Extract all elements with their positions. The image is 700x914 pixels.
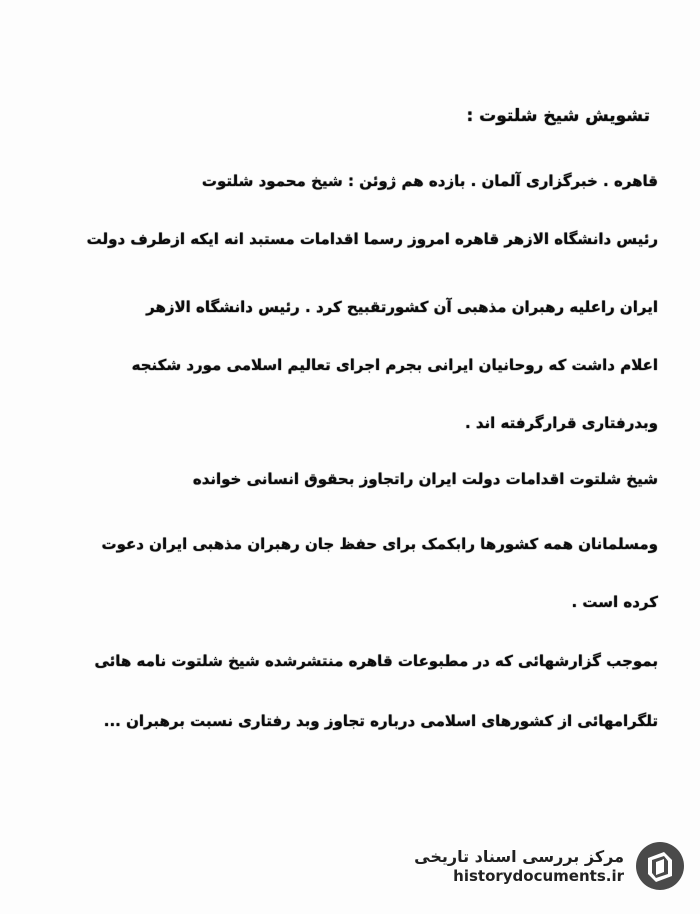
archive-watermark — [414, 836, 686, 896]
document-line-10: تلگرامهائی از کشورهای اسلامی درباره تجاوز وبد رفتاری نسبت برهبران ... — [103, 712, 658, 730]
document-line-1: قاهره . خبرگزاری آلمان . بازده هم ژوئن : شیخ محمود شلتوت — [201, 172, 658, 190]
watermark-url: historydocuments.ir — [453, 866, 624, 885]
watermark-text — [414, 847, 624, 886]
document-line-2: رئیس دانشگاه الازهر قاهره امروز رسما اقدامات مستبد انه ایکه ازطرف دولت — [86, 230, 658, 248]
document-line-6: شیخ شلتوت اقدامات دولت ایران راتجاوز بحقوق انسانی خوانده — [192, 470, 658, 488]
document-line-8: کرده است . — [571, 593, 658, 611]
watermark-title: مرکز بررسی اسناد تاریخی — [414, 846, 624, 866]
document-line-9: بموجب گزارشهائی که در مطبوعات قاهره منتشرشده شیخ شلتوت نامه هائی — [94, 652, 658, 670]
document-line-3: ایران راعلیه رهبران مذهبی آن کشورتقبیح کرد . رئیس دانشگاه الازهر — [146, 298, 658, 316]
document-line-5: وبدرفتاری قرارگرفته اند . — [464, 414, 658, 432]
document-line-4: اعلام داشت که روحانیان ایرانی بجرم اجرای تعالیم اسلامی مورد شکنجه — [131, 356, 658, 374]
document-title: تشویش شیخ شلتوت : — [466, 106, 650, 126]
history-documents-logo-icon — [634, 840, 686, 892]
document-line-7: ومسلمانان همه کشورها رابکمک برای حفظ جان رهبران مذهبی ایران دعوت — [101, 535, 658, 553]
